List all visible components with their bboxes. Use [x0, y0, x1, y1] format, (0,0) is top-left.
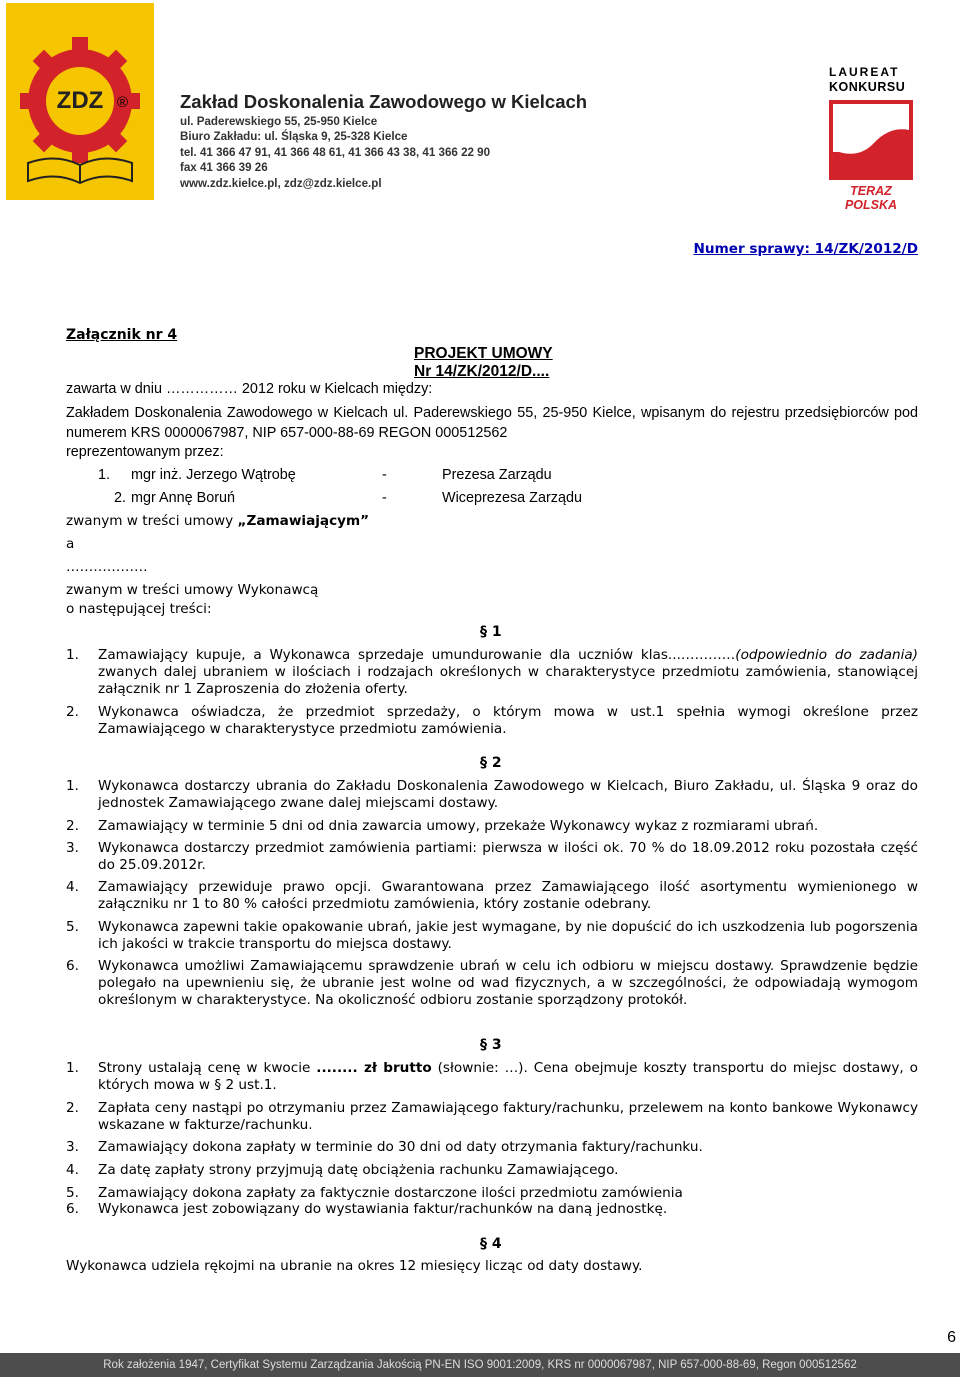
item-text-italic: (odpowiednio do zadania)	[735, 647, 918, 663]
price-amount: ........ zł brutto	[316, 1060, 432, 1076]
and-word: a	[66, 536, 75, 552]
item-text: Za datę zapłaty strony przyjmują datę obciążenia rachunku Zamawiającego.	[98, 1162, 619, 1178]
item-text: Zamawiający dokona zapłaty za faktycznie dostarczone ilości przedmiotu zamówienia	[98, 1185, 683, 1201]
item-text-a: Zamawiający kupuje, a Wykonawca sprzedaje umundurowanie dla uczniów klas...…………	[98, 647, 736, 663]
item-number: 5.	[66, 1185, 79, 1201]
list-item	[66, 1185, 918, 1202]
item-number: 2.	[66, 704, 79, 720]
section-heading: § 1	[480, 624, 502, 640]
org-office: Biuro Zakładu: ul. Śląska 9, 25-328 Kielce	[180, 130, 408, 143]
org-address: ul. Paderewskiego 55, 25-950 Kielce	[180, 115, 378, 128]
item-number: 1.	[66, 647, 79, 663]
item-number: 6.	[66, 1201, 79, 1217]
item-text: Zapłata ceny nastąpi po otrzymaniu przez Zamawiającego faktury/rachunku, przelewem na konto bankowe Wykonawcy wskazane w fakturze/rachunku.	[98, 1100, 918, 1133]
item-text: Zamawiający dokona zapłaty w terminie do 30 dni od daty otrzymania faktury/rachunku.	[98, 1139, 703, 1155]
item-text: Zamawiający przewiduje prawo opcji. Gwarantowana przez Zamawiającego ilość asortymentu wymienionego w załączniku nr 1 to 80 % całości przedmiotu zamówienia, który zostanie odebrany.	[98, 879, 918, 912]
represented-line: reprezentowanym przez:	[66, 444, 224, 460]
award-footer: TERAZ POLSKA	[844, 184, 898, 212]
org-phone: tel. 41 366 47 91, 41 366 48 61, 41 366 43 38, 41 366 22 90	[180, 146, 491, 159]
item-text-b: zwanych dalej ubraniem w ilościach i rodzajach określonych w charakterystyce przedmiotu zamówienia, stanowiącej załącznik nr 1 Zaproszenia do złożenia oferty.	[98, 664, 918, 697]
item-number: 3.	[66, 1139, 79, 1155]
list-item	[66, 778, 918, 812]
zdz-logo	[6, 3, 154, 200]
list-item	[66, 647, 918, 698]
award-line2: KONKURSU	[829, 80, 906, 94]
rep-dash: -	[382, 467, 387, 483]
case-number: Numer sprawy: 14/ZK/2012/D	[693, 241, 918, 257]
award-line1: LAUREAT	[829, 65, 900, 79]
item-text: Wykonawca jest zobowiązany do wystawiania faktur/rachunków na daną jednostkę.	[98, 1201, 668, 1217]
item-number: 2.	[66, 1100, 79, 1116]
item-text-a: Strony ustalają cenę w kwocie	[98, 1060, 317, 1076]
rep-num: 1.	[98, 467, 111, 483]
page-number: 6	[947, 1329, 956, 1346]
rep-num: 2.	[114, 490, 127, 506]
logo-text: ZDZ	[56, 87, 104, 114]
item-text	[98, 647, 918, 698]
item-text-b: (słownie: …). Cena obejmuje koszty transportu do miejsc dostawy, o których mowa w § 2 ust.1.	[98, 1060, 918, 1093]
rep-name: mgr inż. Jerzego Wątrobę	[131, 467, 296, 483]
teraz-polska-flag-icon	[829, 100, 913, 180]
item-number: 1.	[66, 778, 79, 794]
list-item	[66, 818, 918, 835]
item-text: Wykonawca umożliwi Zamawiającemu sprawdzenie ubrań w celu ich odbioru w miejscu dostawy. Sprawdzenie będzie polegało na upewnieniu się, że ubranie jest wolne od wad fizycznych, a w szczególności, że odpowiadają wymogom określonym w charakterystyce. Na okoliczność odbioru zostanie sporządzony protokół.	[98, 958, 918, 1008]
list-item	[66, 879, 918, 913]
item-number: 2.	[66, 818, 79, 834]
registered-mark: ®	[117, 94, 129, 111]
section-heading: § 2	[480, 755, 502, 771]
list-item	[66, 840, 918, 874]
item-text: Wykonawca oświadcza, że przedmiot sprzedaży, o którym mowa w ust.1 spełnia wymogi określone przez Zamawiającego w charakterystyce przedmiotu zamówienia.	[98, 704, 918, 737]
rep-role: Prezesa Zarządu	[442, 467, 552, 483]
concluded-line: zawarta w dniu …………… 2012 roku w Kielcach między:	[66, 381, 433, 397]
contractor-placeholder: ………………	[66, 559, 148, 575]
item-text: Wykonawca dostarczy ubrania do Zakładu Doskonalenia Zawodowego w Kielcach, Biuro Zakładu, ul. Śląska 9 oraz do jednostek Zamawiającego zwane dalej miejscami dostawy.	[98, 778, 918, 811]
called-contractor: zwanym w treści umowy Wykonawcą	[66, 582, 319, 598]
item-text: Wykonawca zapewni takie opakowanie ubrań, jakie jest wymagane, by nie dopuścić do ich uszkodzenia lub pogorszenia ich jakości w trakcie transportu do miejsca dostawy.	[98, 919, 918, 952]
title-line2: Nr 14/ZK/2012/D....	[414, 363, 550, 380]
warranty-text: Wykonawca udziela rękojmi na ubranie na okres 12 miesięcy licząc od daty dostawy.	[66, 1258, 643, 1274]
rep-role: Wiceprezesa Zarządu	[442, 490, 582, 506]
list-item	[66, 704, 918, 738]
called-line	[66, 513, 369, 529]
list-item	[66, 919, 918, 953]
title-line1: PROJEKT UMOWY	[414, 345, 553, 362]
item-number: 6.	[66, 958, 79, 974]
item-text	[98, 1060, 918, 1094]
footer-bar: Rok założenia 1947, Certyfikat Systemu Zarządzania Jakością PN-EN ISO 9001:2009, KRS nr 0000067987, NIP 657-000-88-69, Regon 000512562	[0, 1353, 960, 1377]
list-item	[66, 1100, 918, 1134]
item-text: Zamawiający w terminie 5 dni od dnia zawarcia umowy, przekaże Wykonawcy wykaz z rozmiarami ubrań.	[98, 818, 819, 834]
item-number: 3.	[66, 840, 79, 856]
section-heading: § 3	[480, 1037, 502, 1053]
called-party: „Zamawiającym”	[237, 513, 370, 529]
following-line: o następującej treści:	[66, 601, 212, 617]
item-number: 4.	[66, 879, 79, 895]
item-number: 5.	[66, 919, 79, 935]
called-prefix: zwanym w treści umowy	[66, 513, 238, 529]
contract-title	[414, 345, 553, 381]
org-fax: fax 41 366 39 26	[180, 161, 268, 174]
org-name: Zakład Doskonalenia Zawodowego w Kielcach	[180, 91, 588, 112]
list-item	[66, 1139, 918, 1156]
list-item	[66, 1060, 918, 1094]
party1: Zakładem Doskonalenia Zawodowego w Kielcach ul. Paderewskiego 55, 25-950 Kielce, wpisanym do rejestru przedsiębiorców pod numerem KRS 0000067987, NIP 657-000-88-69 REGON 000512562	[66, 405, 918, 441]
list-item	[66, 1201, 918, 1218]
item-text: Wykonawca dostarczy przedmiot zamówienia partiami: pierwsza w ilości ok. 70 % do 18.09.2012 roku pozostała część do 25.09.2012r.	[98, 840, 918, 873]
item-number: 1.	[66, 1060, 79, 1076]
org-web: www.zdz.kielce.pl, zdz@zdz.kielce.pl	[180, 177, 382, 190]
item-number: 4.	[66, 1162, 79, 1178]
annex-label: Załącznik nr 4	[66, 327, 178, 343]
list-item	[66, 1162, 918, 1179]
list-item	[66, 958, 918, 1009]
section-heading: § 4	[480, 1236, 502, 1252]
rep-name: mgr Annę Boruń	[131, 490, 235, 506]
rep-dash: -	[382, 490, 387, 506]
